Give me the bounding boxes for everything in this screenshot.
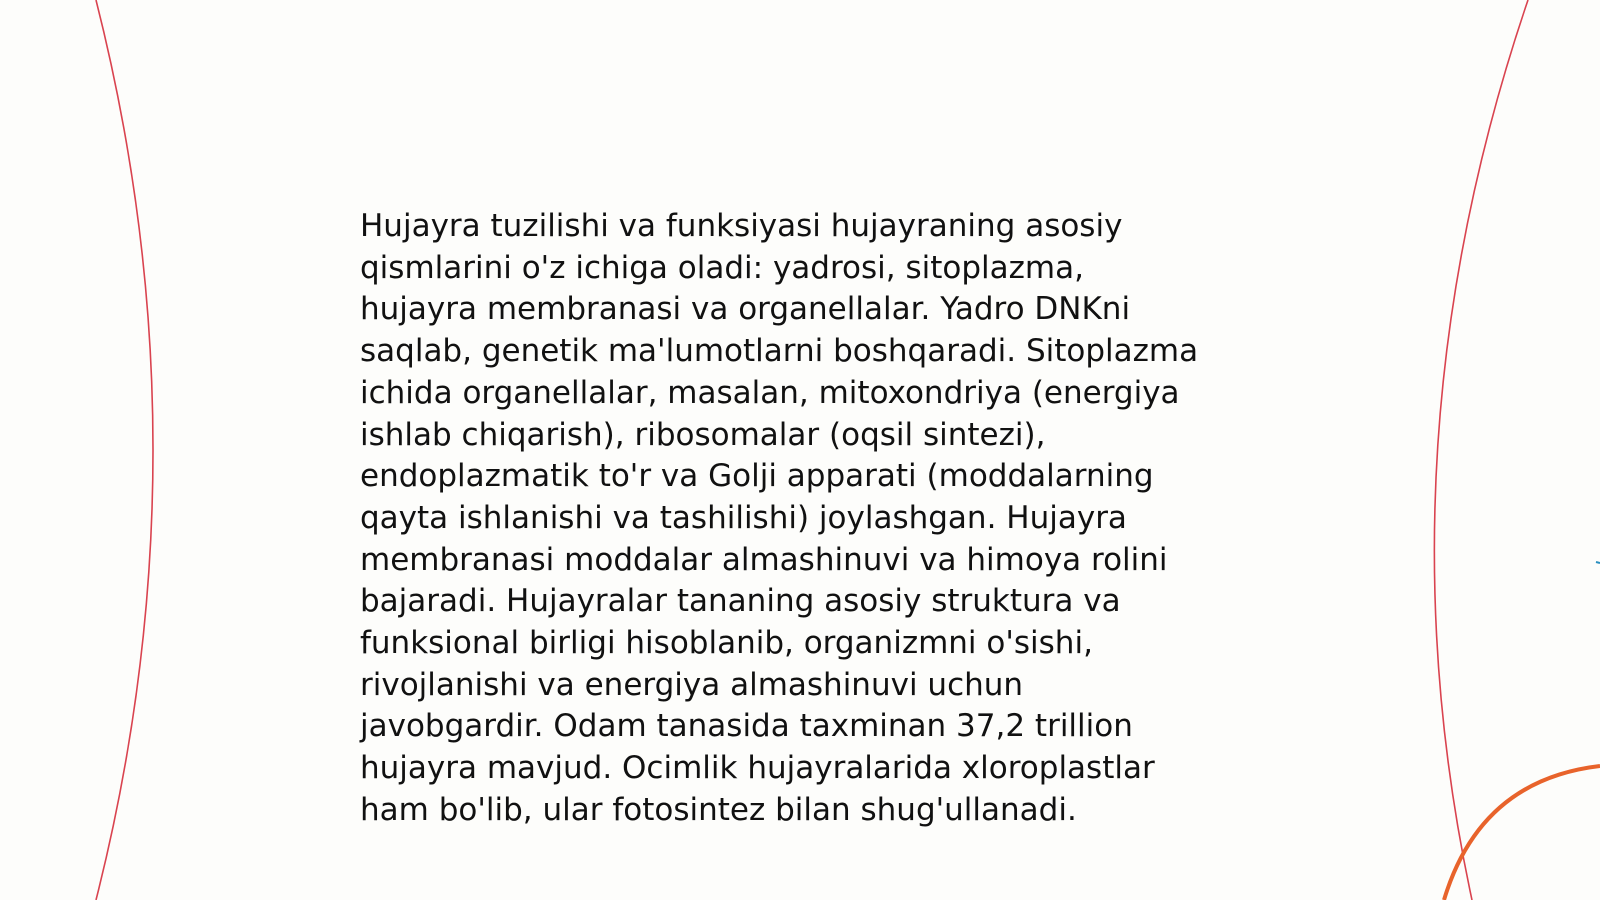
slide-body-text: Hujayra tuzilishi va funksiyasi hujayraning asosiy qismlarini o'z ichiga oladi: yadrosi, sitoplazma, hujayra membranasi va organellalar. Yadro DNKni saqlab, genetik ma'lumotlarni boshqaradi. Sitoplazma ichida organellalar, masalan, mitoxondriya (energiya ishlab chiqarish), ribosomalar (oqsil sintezi), endoplazmatik to'r va Golji apparati (moddalarning qayta ishlanishi va tashilishi) joylashgan. Hujayra membranasi moddalar almashinuvi va himoya rolini bajaradi. Hujayralar tananing asosiy struktura va funksional birligi hisoblanib, organizmni o'sishi, rivojlanishi va energiya almashinuvi uchun javobgardir. Odam tanasida taxminan 37,2 trillion hujayra mavjud. Ocimlik hujayralarida xloroplastlar ham bo'lib, ular fotosintez bilan shug'ullanadi.	[360, 208, 1199, 828]
blue-accent-tick	[1596, 562, 1600, 563]
right-curve-line	[1434, 0, 1528, 900]
left-curve-line	[96, 0, 153, 900]
